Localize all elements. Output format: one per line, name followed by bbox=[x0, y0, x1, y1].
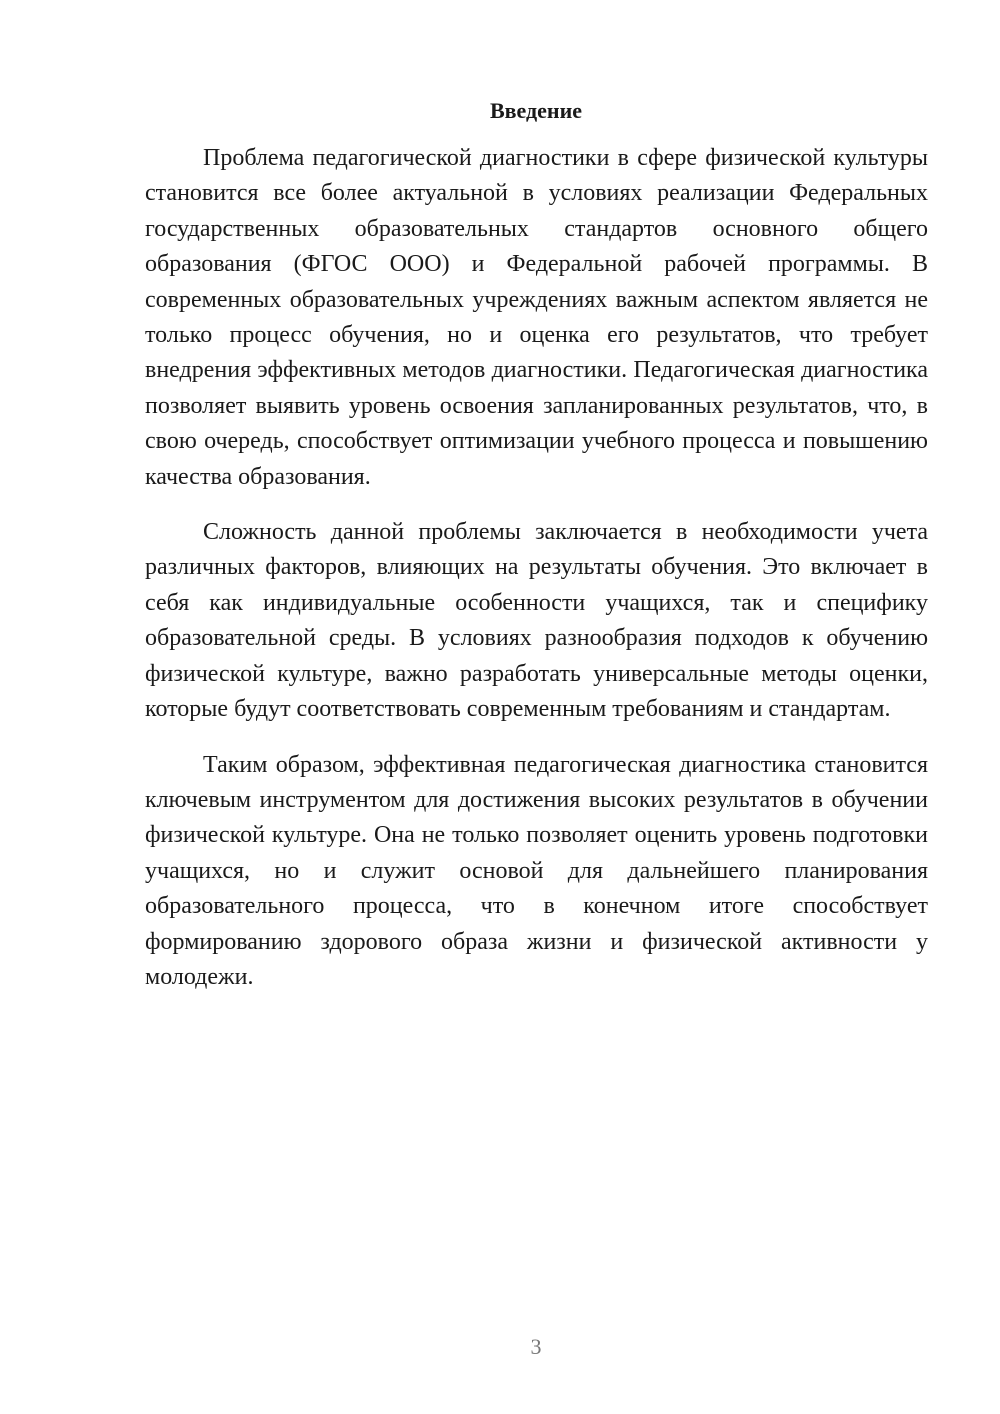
paragraph-2: Сложность данной проблемы заключается в необходимости учета различных факторов, влияющих на результаты обучения. Это включает в себя как индивидуальные особенности учащихся, так и специфику образовательной среды. В условиях разнообразия подходов к обучению физической культуре, важно разработать универсальные методы оценки, которые будут соответствовать современным требованиям и стандартам. bbox=[145, 519, 928, 723]
paragraph-1: Проблема педагогической диагностики в сфере физической культуры становится все более актуальной в условиях реализации Федеральных государственных образовательных стандартов основного общего образования (ФГОС ООО) и Федеральной рабочей программы. В современных образовательных учреждениях важным аспектом является не только процесс обучения, но и оценка его результатов, что требует внедрения эффективных методов диагностики. Педагогическая диагностика позволяет выявить уровень освоения запланированных результатов, что, в свою очередь, способствует оптимизации учебного процесса и повышению качества образования. bbox=[145, 145, 928, 490]
page-number: 3 bbox=[530, 1334, 542, 1359]
body-text bbox=[145, 141, 928, 1015]
paragraph-3: Таким образом, эффективная педагогическая диагностика становится ключевым инструментом для достижения высоких результатов в обучении физической культуре. Она не только позволяет оценить уровень подготовки учащихся, но и служит основой для дальнейшего планирования образовательного процесса, что в конечном итоге способствует формированию здорового образа жизни и физической активности у молодежи. bbox=[145, 751, 928, 990]
section-title: Введение bbox=[489, 98, 583, 123]
